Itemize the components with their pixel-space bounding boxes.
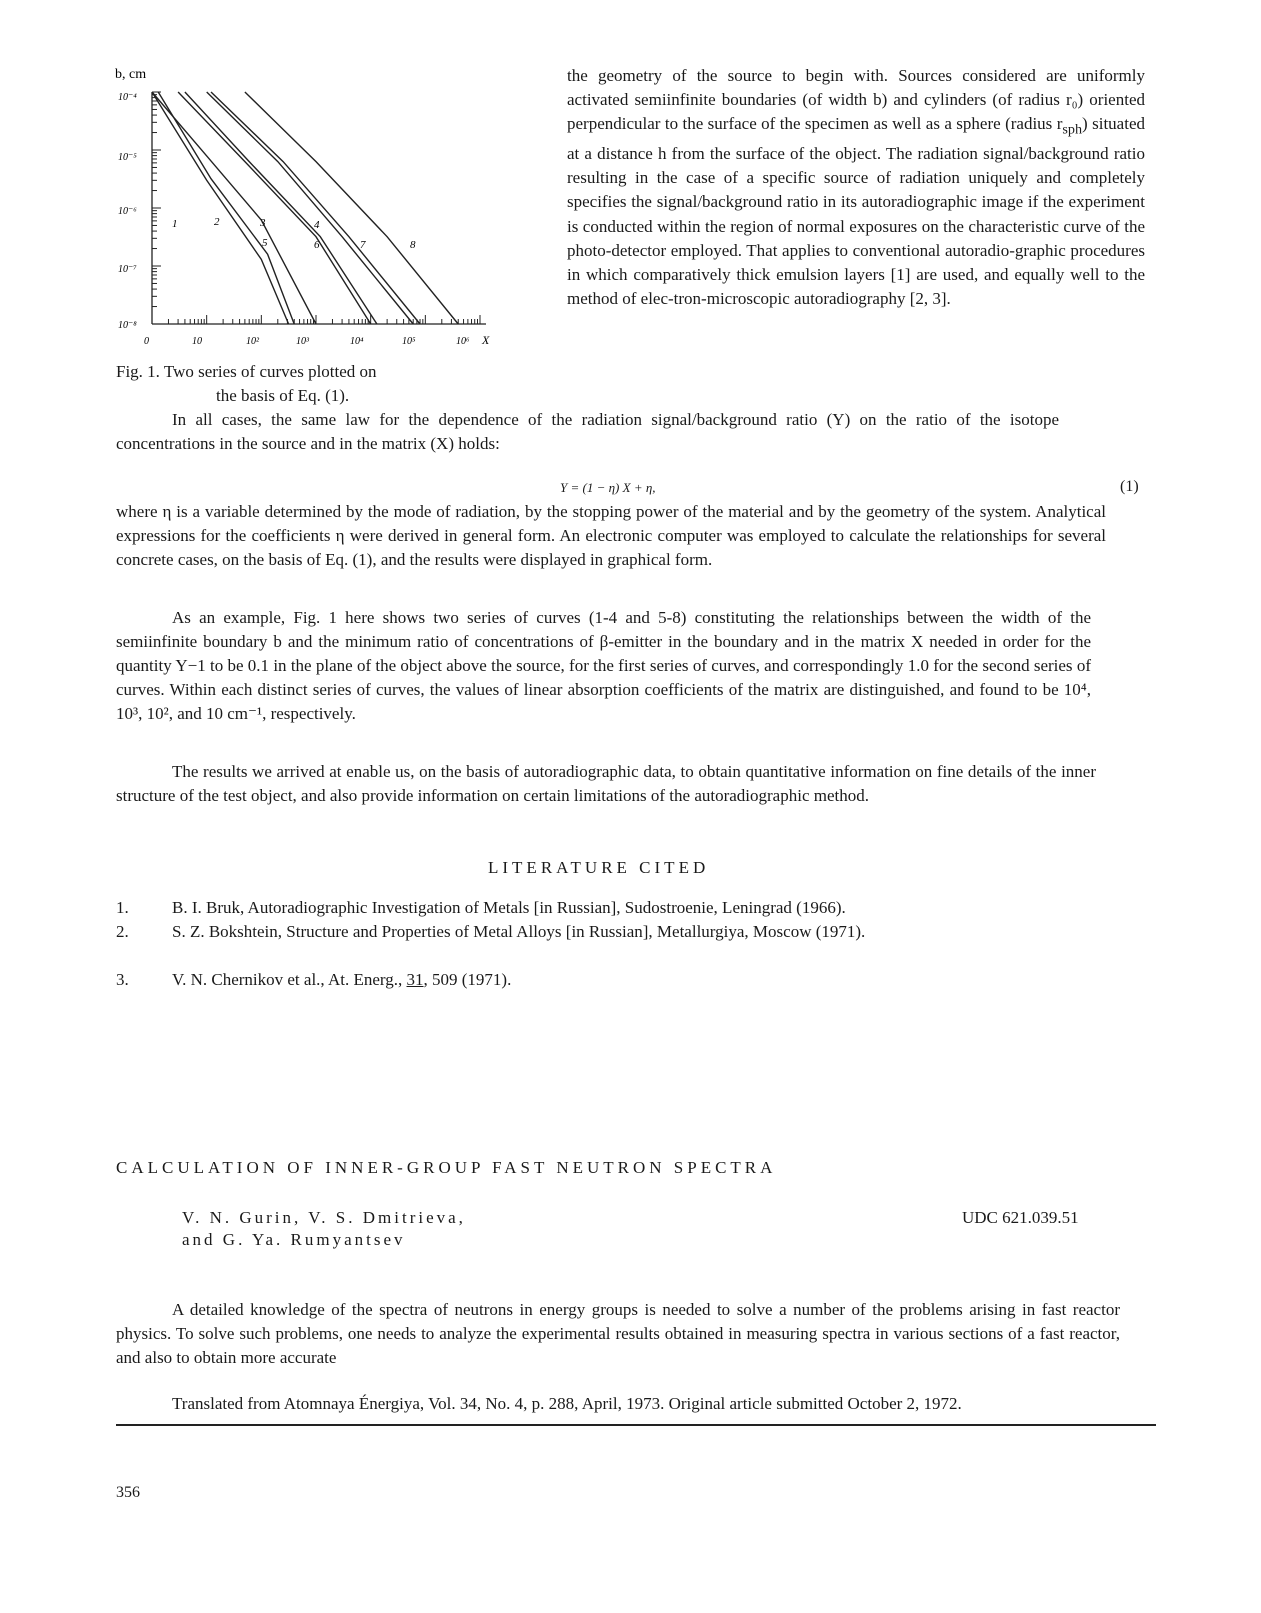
curve-labels <box>172 216 416 251</box>
reference-3 <box>116 968 1176 992</box>
curve-label-6: 6 <box>314 239 320 251</box>
y-tick-labels <box>118 92 137 331</box>
paragraph-intro: A detailed knowledge of the spectra of neutrons in energy groups is needed to solve a number of the problems arising in fast reactor physics. To solve such problems, one needs to analyze the experimental results obtained in measuring spectra in various sections of a fast reactor, and also to obtain more accurate <box>116 1300 1120 1367</box>
reference-number: 3. <box>116 970 129 989</box>
page-number: 356 <box>116 1484 140 1501</box>
footnote-rule <box>116 1424 1156 1426</box>
figure-caption <box>116 360 514 408</box>
right-column-text-a: the geometry of the source to begin with. Sources considered are uniformly activated semiinfinite boundaries (of width b) and cylinders (of radius r₀) oriented perpendicular to the surface of the specimen as well as a sphere (radius r <box>567 66 1145 134</box>
x-tick-label: 10⁵ <box>402 336 416 347</box>
curve-label-2: 2 <box>214 216 220 228</box>
x-tick-label: 10³ <box>296 336 309 347</box>
literature-heading: LITERATURE CITED <box>488 858 710 877</box>
footnote-translation: Translated from Atomnaya Énergiya, Vol. 34, No. 4, p. 288, April, 1973. Original article submitted October 2, 1972. <box>172 1394 962 1413</box>
curve-1 <box>152 92 289 324</box>
y-axis-label: b, cm <box>115 67 147 82</box>
x-tick-label: 10⁶ <box>456 336 470 347</box>
figure-1-chart <box>110 62 520 354</box>
curve-2 <box>152 92 316 324</box>
equation-number: (1) <box>1120 478 1139 495</box>
reference-text: V. N. Chernikov et al., At. Energ., <box>172 970 407 989</box>
right-column-paragraph <box>567 64 1145 311</box>
y-tick-label: 10⁻⁷ <box>118 264 137 275</box>
curve-label-4: 4 <box>314 219 320 231</box>
x-tick-labels <box>144 336 470 347</box>
paragraph-results: The results we arrived at enable us, on the basis of autoradiographic data, to obtain quantitative information on fine details of the inner structure of the test object, and also provide information on certain limitations of the autoradiographic method. <box>116 762 1096 805</box>
curve-label-5: 5 <box>262 237 268 249</box>
right-column-text-b: ) situated at a distance h from the surface of the object. The radiation signal/background ratio resulting in the case of a specific source of radiation uniquely and completely specifies the signal/background ratio in its autoradiographic image if the experiment is conducted within the region of normal exposures on the characteristic curve of the photo-detector employed. That applies to conventional autoradio-graphic procedures in which comparatively thick emulsion layers [1] are used, and equally well to the method of elec-tron-microscopic autoradiography [2, 3]. <box>567 114 1145 309</box>
paragraph-example: As an example, Fig. 1 here shows two series of curves (1-4 and 5-8) constituting the relationships between the width of the semiinfinite boundary b and the minimum ratio of concentrations of β-emitter in the boundary and in the matrix X needed in order for the quantity Y−1 to be 0.1 in the plane of the object above the source, for the first series of curves, and correspondingly 1.0 for the second series of curves. Within each distinct series of curves, the values of linear absorption coefficients of the matrix are distinguished, and found to be 10⁴, 10³, 10², and 10 cm⁻¹, respectively. <box>116 608 1091 723</box>
x-tick-label: 0 <box>144 336 149 347</box>
y-tick-label: 10⁻⁸ <box>118 320 137 331</box>
y-tick-label: 10⁻⁴ <box>118 92 137 103</box>
reference-number: 1. <box>116 898 129 917</box>
reference-text-end: , 509 (1971). <box>423 970 512 989</box>
x-tick-label: 10 <box>192 336 202 347</box>
curve-label-7: 7 <box>360 239 366 251</box>
authors-line-2: and G. Ya. Rumyantsev <box>182 1230 406 1249</box>
equation-1: Y = (1 − η) X + η, <box>560 480 656 495</box>
paragraph-where: where η is a variable determined by the mode of radiation, by the stopping power of the material and by the geometry of the system. Analytical expressions for the coefficients η were derived in general form. An electronic computer was employed to calculate the relationships for several concrete cases, on the basis of Eq. (1), and the results were displayed in graphical form. <box>116 502 1106 569</box>
authors-line-1: V. N. Gurin, V. S. Dmitrieva, <box>182 1208 466 1227</box>
reference-text: S. Z. Bokshtein, Structure and Properties of Metal Alloys [in Russian], Metallurgiya, Moscow (1971). <box>172 922 866 941</box>
curve-label-8: 8 <box>410 239 416 251</box>
figure-caption-line2: the basis of Eq. (1). <box>216 386 350 405</box>
x-tick-label: 10² <box>246 336 259 347</box>
y-tick-label: 10⁻⁵ <box>118 152 137 163</box>
article-title: CALCULATION OF INNER-GROUP FAST NEUTRON SPECTRA <box>116 1158 777 1177</box>
y-tick-label: 10⁻⁶ <box>118 206 137 217</box>
curve-4 <box>207 92 414 324</box>
reference-volume: 31 <box>406 970 424 989</box>
reference-number: 2. <box>116 922 129 941</box>
udc-code: UDC 621.039.51 <box>962 1208 1079 1227</box>
reference-text: B. I. Bruk, Autoradiographic Investigation of Metals [in Russian], Sudostroenie, Leningrad (1966). <box>172 898 846 917</box>
figure-curves <box>152 92 458 324</box>
curve-label-3: 3 <box>260 217 266 229</box>
sph-subscript: sph <box>1062 121 1083 138</box>
x-axis-label: X <box>482 333 490 347</box>
x-tick-label: 10⁴ <box>350 336 364 347</box>
paragraph-all-cases: In all cases, the same law for the dependence of the radiation signal/background ratio (Y) on the ratio of the isotope concentrations in the source and in the matrix (X) holds: <box>116 410 1059 453</box>
curve-8 <box>245 92 458 324</box>
figure-caption-line1: Fig. 1. Two series of curves plotted on <box>116 362 377 381</box>
curve-label-1: 1 <box>172 218 178 230</box>
figure-axes <box>152 92 486 324</box>
reference-2 <box>116 920 1176 968</box>
reference-1 <box>116 896 1176 920</box>
